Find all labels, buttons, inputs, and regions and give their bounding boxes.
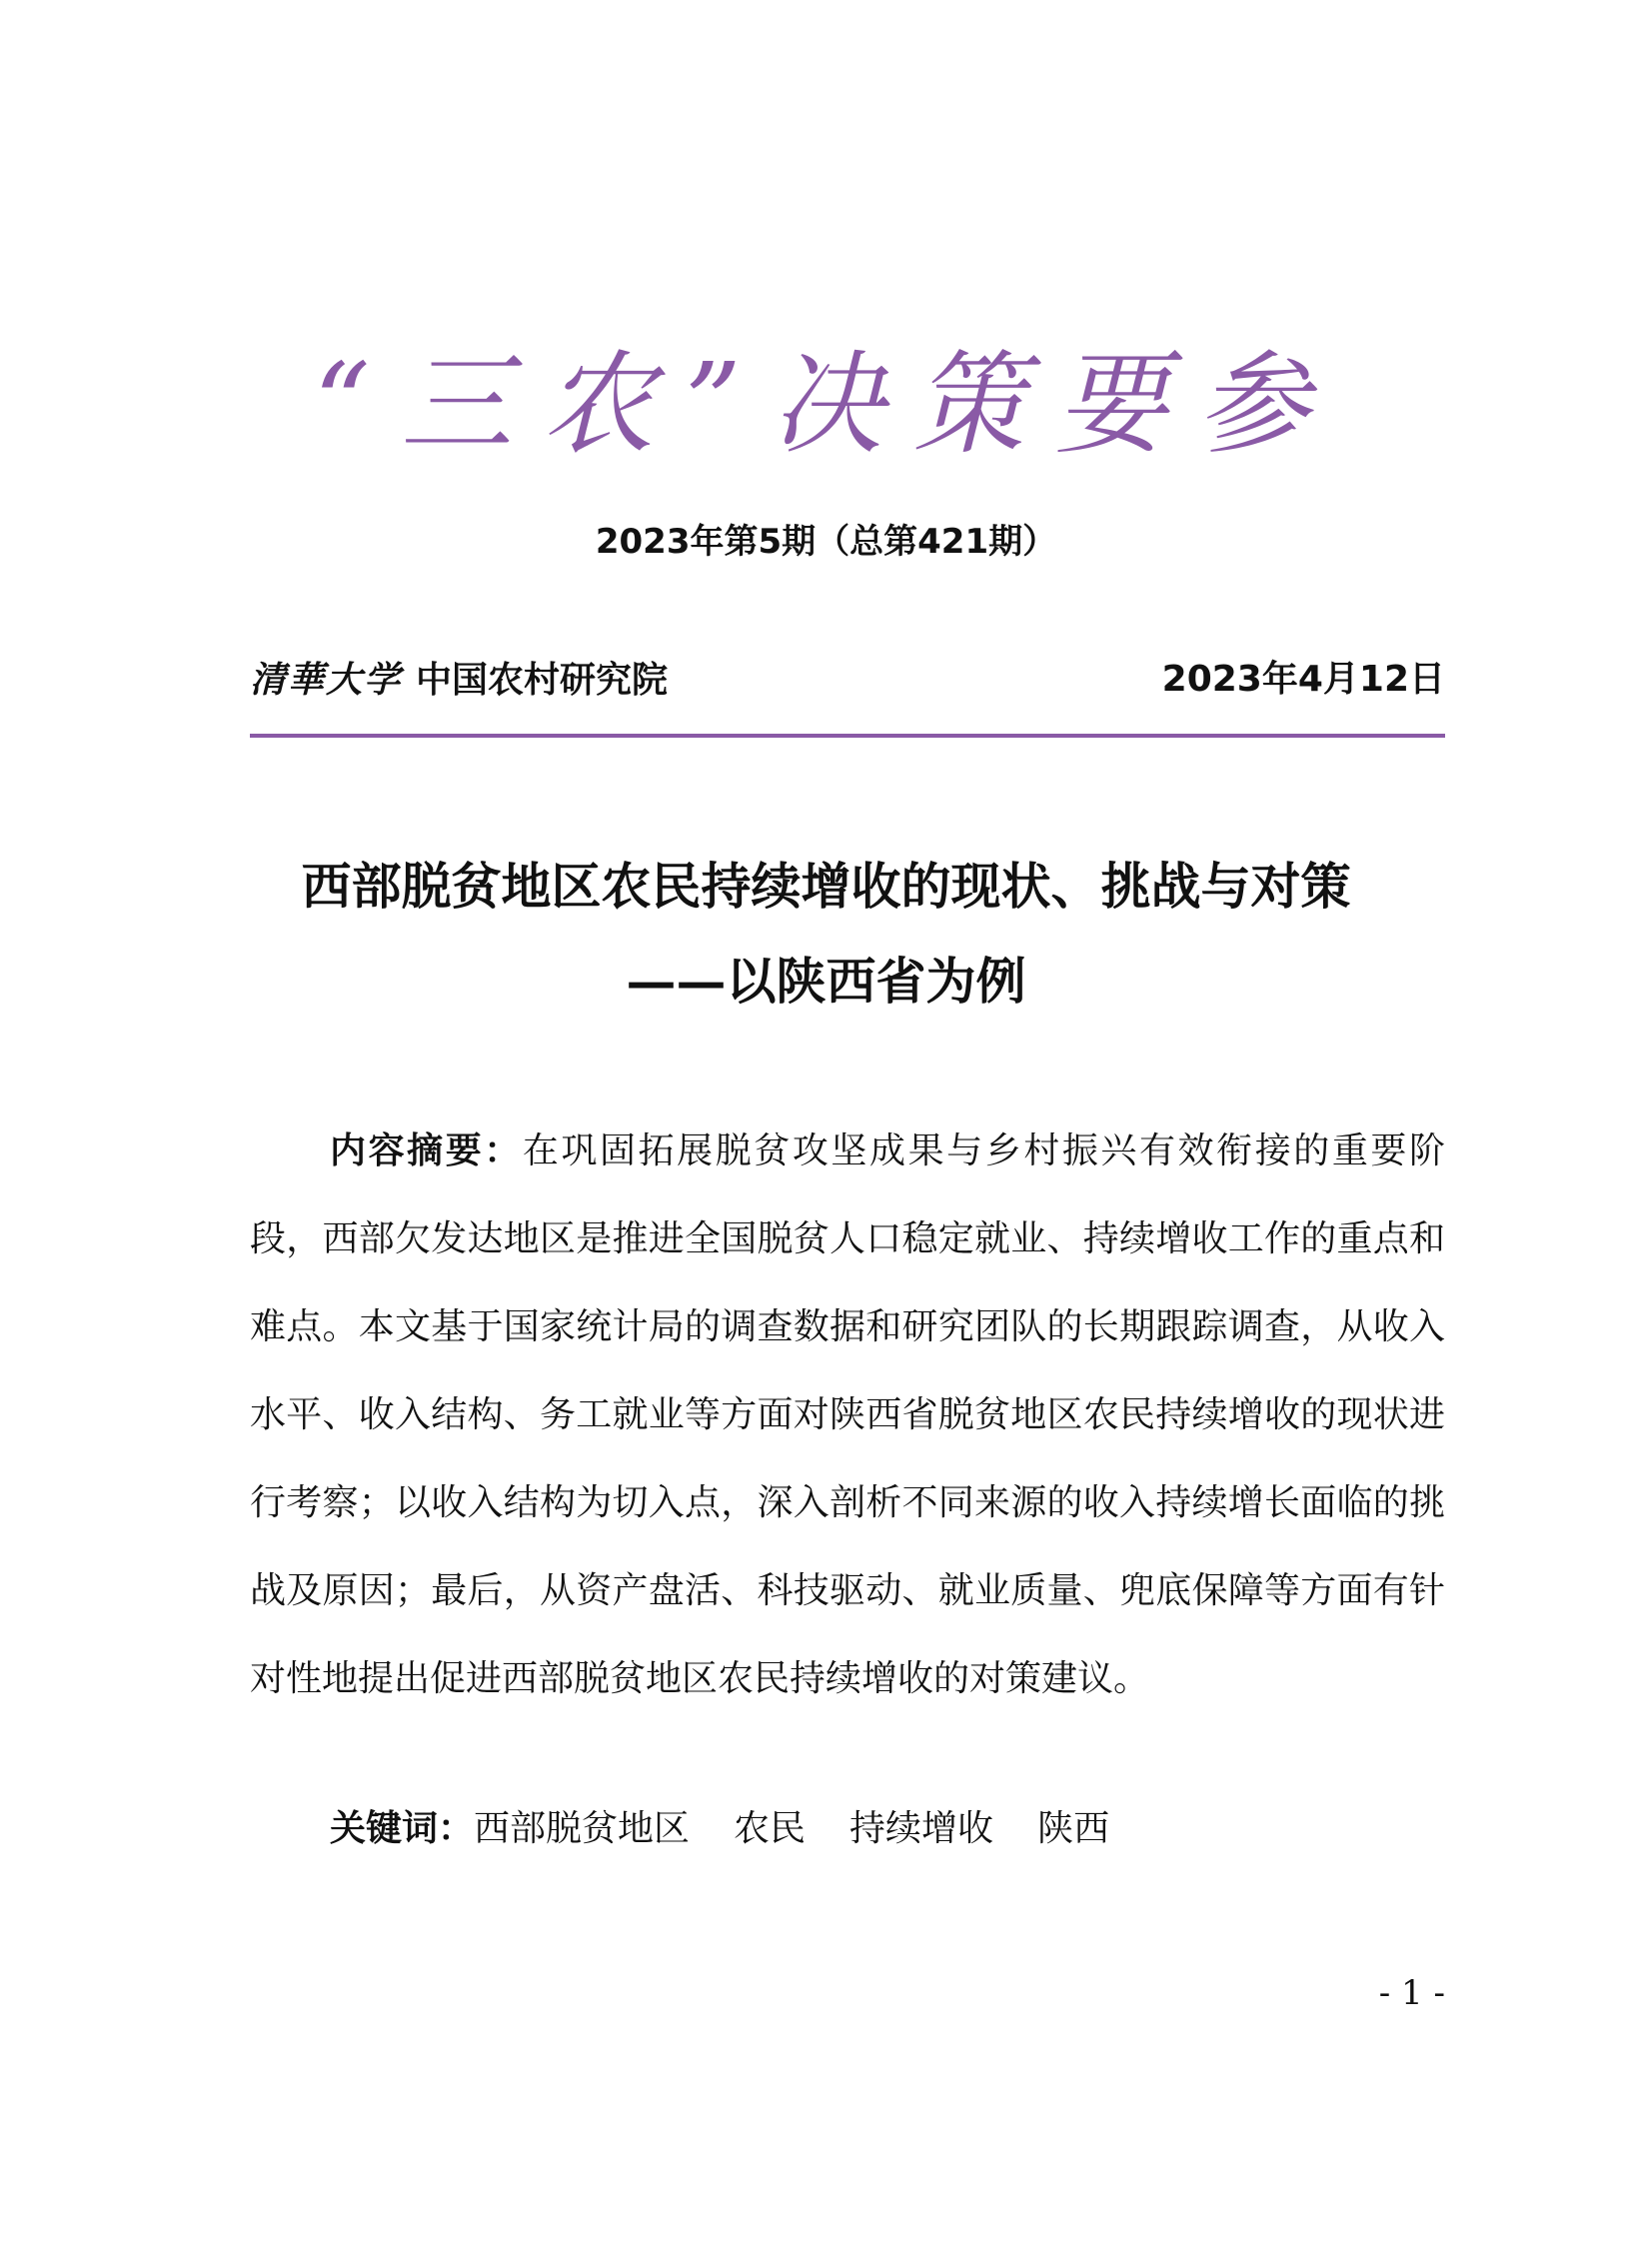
publisher [250,652,668,715]
keyword-item: 陕西 [1037,1808,1110,1849]
article-title: 西部脱贫地区农民持续增收的现状、挑战与对策 [301,857,1351,916]
header-divider [250,734,1445,738]
article-subtitle: ——以陕西省为例 [626,952,1026,1011]
tsinghua-logo: 清華大学 [250,659,403,701]
issue-number: 2023年第5期（总第421期） [595,522,1057,562]
keywords-label: 关键词： [330,1808,475,1849]
abstract-label: 内容摘要： [330,1130,523,1171]
page-number: - 1 - [1378,1973,1445,2013]
keyword-item: 持续增收 [849,1808,994,1849]
masthead-title: “三农”决策要参 [313,340,1339,470]
abstract-text: 在巩固拓展脱贫攻坚成果与乡村振兴有效衔接的重要阶段，西部欠发达地区是推进全国脱贫人口稳定就业、持续增收工作的重点和难点。本文基于国家统计局的调查数据和研究团队的长期跟踪调查，从收入水平、收入结构、务工就业等方面对陕西省脱贫地区农民持续增收的现状进行考察；以收入结构为切入点，深入剖析不同来源的收入持续增长面临的挑战及原因；最后，从资产盘活、科技驱动、就业质量、兜底保障等方面有针对性地提出促进西部脱贫地区农民持续增收的对策建议。 [250,1130,1445,1699]
keyword-item: 农民 [734,1808,807,1849]
publication-date: 2023年4月12日 [1161,659,1445,700]
keyword-item: 西部脱贫地区 [474,1808,691,1849]
institute-name: 中国农村研究院 [416,660,669,701]
abstract-paragraph [250,1108,1445,1723]
keywords-line [330,1785,1445,1873]
header-row [250,652,1445,708]
